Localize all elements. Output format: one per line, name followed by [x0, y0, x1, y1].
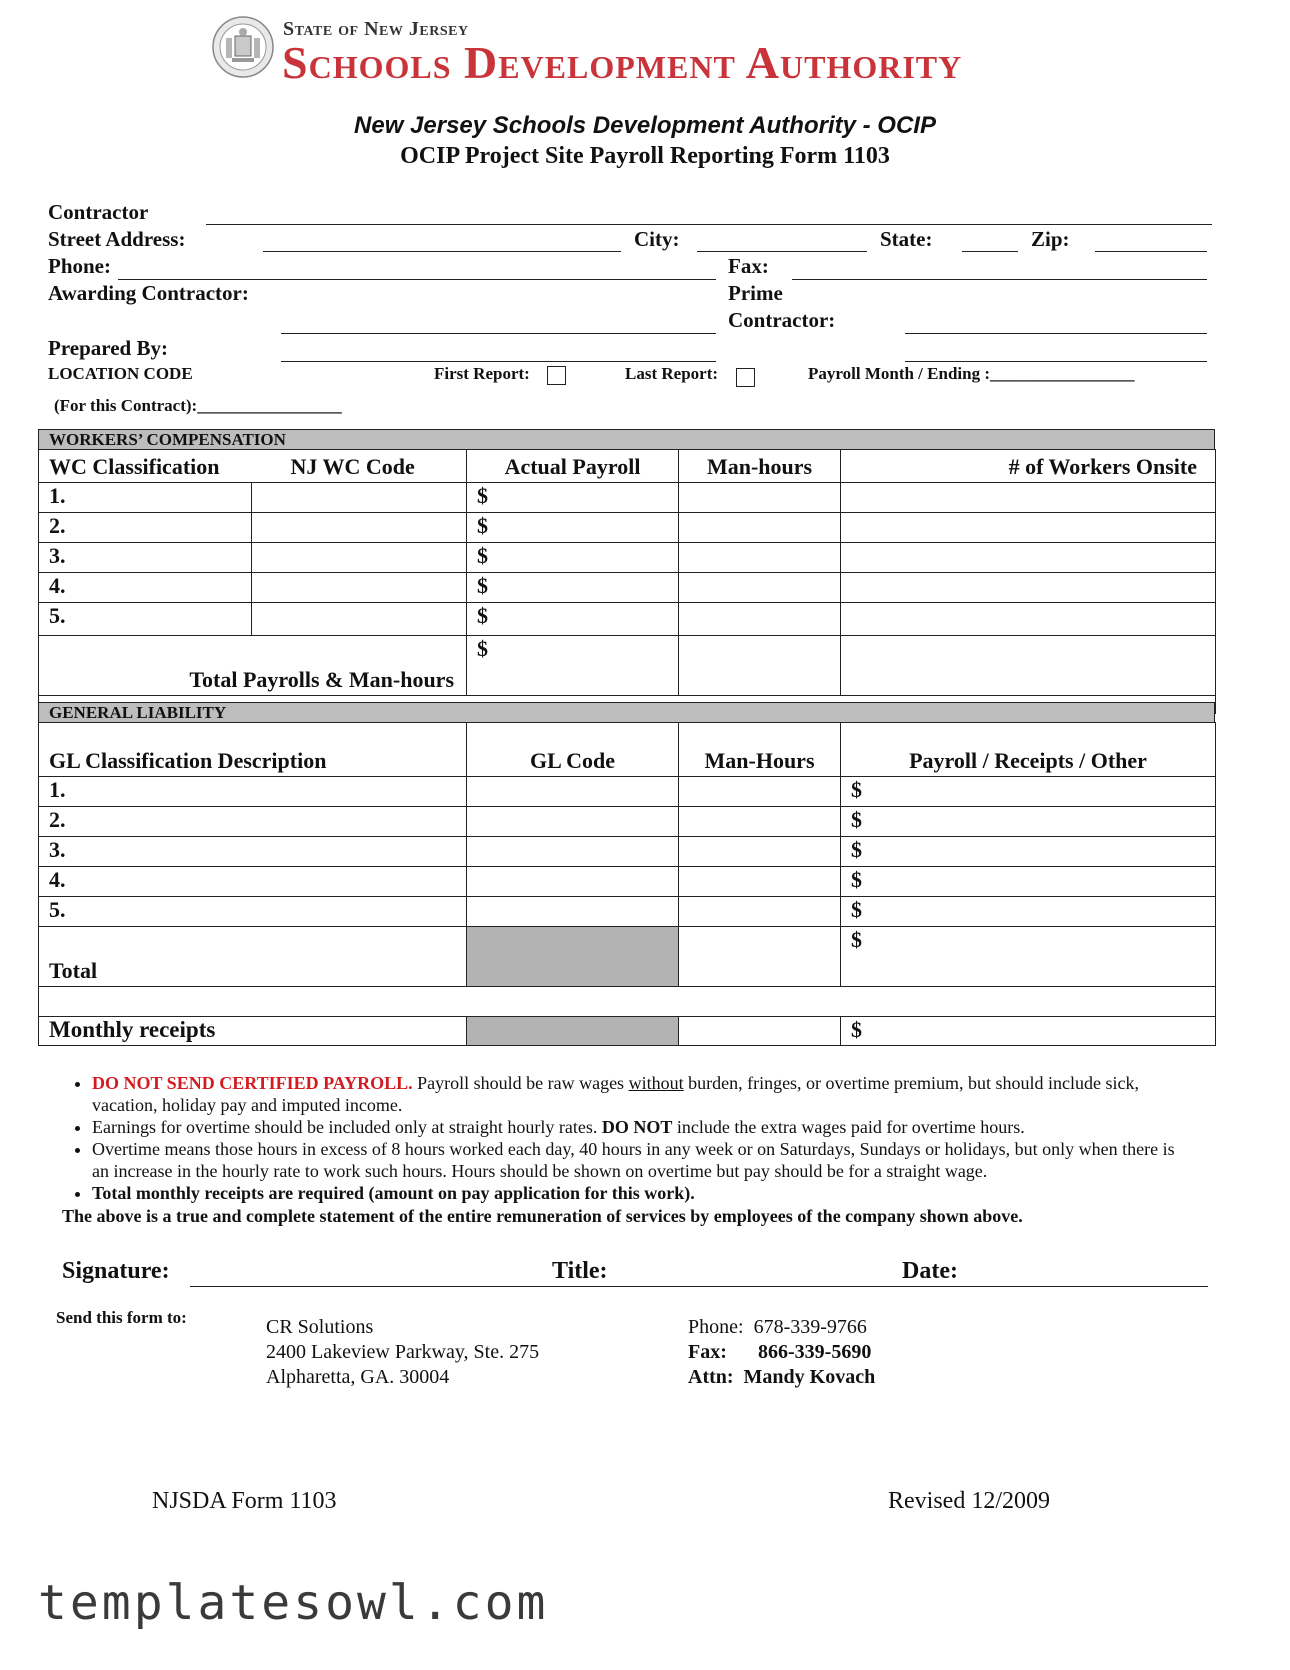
wc-total-workers-cell[interactable] — [841, 636, 1216, 696]
location-code-label: LOCATION CODE — [48, 364, 193, 383]
wc-row-number: 4. — [39, 573, 252, 603]
gl-spacer-cell — [39, 987, 1216, 1017]
fax-label: Fax: — [728, 254, 769, 278]
wc-manhours-cell[interactable] — [679, 513, 841, 543]
wc-classification-header: WC Classification — [49, 454, 220, 479]
send-to-attn-row — [688, 1365, 875, 1390]
fax-field[interactable] — [792, 279, 1207, 280]
wc-manhours-cell[interactable] — [679, 603, 841, 636]
actual-payroll-header: Actual Payroll — [467, 450, 679, 483]
wc-total-row — [39, 636, 1216, 696]
note-2-text-c: include the extra wages paid for overtime hours. — [672, 1117, 1025, 1137]
send-to-street: 2400 Lakeview Parkway, Ste. 275 — [266, 1341, 540, 1363]
prime-contractor-field[interactable] — [905, 333, 1207, 334]
form-number: NJSDA Form 1103 — [152, 1488, 337, 1514]
gl-table — [38, 722, 1216, 1046]
zip-label: Zip: — [1031, 227, 1070, 251]
street-address-label: Street Address: — [48, 227, 186, 251]
title-label: Title: — [552, 1258, 608, 1284]
wc-manhours-cell[interactable] — [679, 543, 841, 573]
wc-code-cell[interactable] — [252, 603, 467, 636]
wc-code-cell[interactable] — [252, 573, 467, 603]
wc-payroll-cell[interactable]: $ — [467, 573, 679, 603]
gl-row-number: 5. — [39, 897, 467, 927]
send-to-label: Send this form to: — [56, 1308, 187, 1327]
wc-row-number: 2. — [39, 513, 252, 543]
gl-total-payroll-cell[interactable]: $ — [841, 927, 1216, 987]
wc-header-row — [39, 450, 1216, 483]
note-2-text-a: Earnings for overtime should be included only at straight hourly rates. — [92, 1117, 602, 1137]
gl-manhours-cell[interactable] — [679, 897, 841, 927]
wc-row-4 — [39, 573, 1216, 603]
phone-field[interactable] — [118, 279, 716, 280]
state-of-nj-text: State of New Jersey — [283, 18, 469, 40]
note-4: • Total monthly receipts are required (amount on pay application for this work). — [92, 1182, 1180, 1204]
gl-code-cell[interactable] — [467, 867, 679, 897]
gl-header-row — [39, 723, 1216, 777]
fax-label-text: Fax: — [688, 1341, 727, 1363]
wc-total-manhours-cell[interactable] — [679, 636, 841, 696]
note-1-text-a: Payroll should be raw wages — [412, 1073, 629, 1093]
phone-label-text: Phone: — [688, 1316, 744, 1338]
prepared-by-extra-field[interactable] — [905, 361, 1207, 362]
gl-manhours-cell[interactable] — [679, 777, 841, 807]
certification-statement: The above is a true and complete statement of the entire remuneration of services by employees of the company shown above. — [62, 1206, 1023, 1226]
wc-header-classification — [39, 450, 467, 483]
wc-row-3 — [39, 543, 1216, 573]
gl-row-2 — [39, 807, 1216, 837]
awarding-contractor-label: Awarding Contractor: — [48, 281, 249, 305]
workers-onsite-header: # of Workers Onsite — [841, 450, 1216, 483]
wc-payroll-cell[interactable]: $ — [467, 603, 679, 636]
payroll-month-field[interactable]: Payroll Month / Ending :_________________ — [808, 364, 1135, 383]
revised-date: Revised 12/2009 — [888, 1488, 1050, 1514]
signature-line-field[interactable] — [190, 1286, 1208, 1287]
gl-payroll-header: Payroll / Receipts / Other — [841, 723, 1216, 777]
wc-payroll-cell[interactable]: $ — [467, 483, 679, 513]
send-to-phone: 678-339-9766 — [753, 1316, 867, 1338]
note-2-do-not: DO NOT — [601, 1117, 673, 1137]
wc-table — [38, 449, 1216, 714]
gl-payroll-cell[interactable]: $ — [841, 777, 1216, 807]
last-report-label: Last Report: — [625, 364, 719, 383]
gl-section-header: GENERAL LIABILITY — [38, 702, 1215, 723]
send-to-fax-row — [688, 1340, 875, 1365]
gl-code-header: GL Code — [467, 723, 679, 777]
gl-row-number: 1. — [39, 777, 467, 807]
gl-manhours-cell[interactable] — [679, 837, 841, 867]
gl-row-1 — [39, 777, 1216, 807]
wc-workers-cell[interactable] — [841, 543, 1216, 573]
prepared-by-label: Prepared By: — [48, 336, 168, 360]
street-address-field[interactable] — [263, 251, 621, 252]
gl-manhours-cell[interactable] — [679, 807, 841, 837]
first-report-label: First Report: — [434, 364, 530, 383]
wc-row-number: 5. — [39, 603, 252, 636]
send-to-address — [266, 1315, 539, 1390]
zip-field[interactable] — [1095, 251, 1207, 252]
wc-row-1 — [39, 483, 1216, 513]
first-report-checkbox[interactable] — [547, 366, 566, 385]
gl-code-cell[interactable] — [467, 897, 679, 927]
gl-payroll-cell[interactable]: $ — [841, 837, 1216, 867]
awarding-contractor-field[interactable] — [281, 333, 716, 334]
gl-code-cell[interactable] — [467, 807, 679, 837]
monthly-manhours-cell[interactable] — [679, 1017, 841, 1046]
gl-row-3 — [39, 837, 1216, 867]
wc-row-number: 3. — [39, 543, 252, 573]
wc-row-number: 1. — [39, 483, 252, 513]
gl-payroll-cell[interactable]: $ — [841, 867, 1216, 897]
gl-payroll-cell[interactable]: $ — [841, 897, 1216, 927]
gl-manhours-header: Man-Hours — [679, 723, 841, 777]
wc-code-cell[interactable] — [252, 543, 467, 573]
note-1-without: without — [628, 1073, 684, 1093]
gl-total-code-cell-shaded — [467, 927, 679, 987]
gl-monthly-row — [39, 1017, 1216, 1046]
instructions-list — [30, 1072, 1180, 1204]
state-label: State: — [880, 227, 933, 251]
gl-total-manhours-cell[interactable] — [679, 927, 841, 987]
gl-total-label: Total — [39, 927, 467, 987]
form-title: New Jersey Schools Development Authority - OCIP — [354, 112, 936, 139]
prime-contractor-label: Contractor: — [728, 308, 836, 332]
gl-row-5 — [39, 897, 1216, 927]
gl-payroll-cell[interactable]: $ — [841, 807, 1216, 837]
attn-label-text: Attn: — [688, 1366, 734, 1388]
wc-manhours-cell[interactable] — [679, 573, 841, 603]
location-code-field[interactable]: (For this Contract):_________________ — [54, 396, 342, 415]
send-to-phone-row — [688, 1315, 875, 1340]
gl-row-number: 2. — [39, 807, 467, 837]
city-label: City: — [634, 227, 680, 251]
wc-manhours-cell[interactable] — [679, 483, 841, 513]
wc-workers-cell[interactable] — [841, 513, 1216, 543]
monthly-code-cell-shaded — [467, 1017, 679, 1046]
form-subtitle: OCIP Project Site Payroll Reporting Form 1103 — [400, 143, 890, 169]
gl-total-row — [39, 927, 1216, 987]
city-field[interactable] — [697, 251, 867, 252]
send-to-contact — [688, 1315, 875, 1390]
monthly-receipts-cell[interactable]: $ — [841, 1017, 1216, 1046]
wc-payroll-cell[interactable]: $ — [467, 543, 679, 573]
gl-row-number: 4. — [39, 867, 467, 897]
signature-label: Signature: — [62, 1258, 170, 1284]
contractor-field[interactable] — [206, 224, 1212, 225]
state-field[interactable] — [962, 251, 1018, 252]
gl-classification-header: GL Classification Description — [39, 723, 467, 777]
last-report-checkbox[interactable] — [736, 368, 755, 387]
wc-workers-cell[interactable] — [841, 483, 1216, 513]
wc-section-header: WORKERS’ COMPENSATION — [38, 429, 1215, 450]
contractor-label: Contractor — [48, 200, 149, 224]
phone-label: Phone: — [48, 254, 111, 278]
note-3: • Overtime means those hours in excess of 8 hours worked each day, 40 hours in any week or on Saturdays, Sundays or holidays, but only when there is an increase in the hourly rate to work such hours. Hours should be shown on overtime but pay should be for a straight wage. — [92, 1138, 1180, 1182]
wc-row-5 — [39, 603, 1216, 636]
gl-row-4 — [39, 867, 1216, 897]
watermark-text: templatesowl.com — [38, 1575, 549, 1631]
send-to-attn: Mandy Kovach — [743, 1366, 876, 1388]
monthly-receipts-label: Monthly receipts — [39, 1017, 467, 1046]
prime-label: Prime — [728, 281, 783, 305]
gl-manhours-cell[interactable] — [679, 867, 841, 897]
note-1 — [92, 1072, 1180, 1116]
send-to-company: CR Solutions — [266, 1316, 374, 1338]
wc-workers-cell[interactable] — [841, 603, 1216, 636]
authority-logo-text: Schools Development Authority — [282, 37, 963, 88]
nj-seal-logo — [212, 16, 274, 78]
note-1-text-b: burden, fringes, or overtime premium, but should include sick, vacation, holiday pay and imputed income. — [92, 1073, 1139, 1115]
date-label: Date: — [902, 1258, 958, 1284]
wc-workers-cell[interactable] — [841, 573, 1216, 603]
gl-row-number: 3. — [39, 837, 467, 867]
wc-row-2 — [39, 513, 1216, 543]
note-2 — [92, 1116, 1180, 1138]
gl-code-cell[interactable] — [467, 777, 679, 807]
wc-payroll-cell[interactable]: $ — [467, 513, 679, 543]
send-to-fax: 866-339-5690 — [758, 1341, 872, 1363]
wc-total-label: Total Payrolls & Man-hours — [39, 636, 467, 696]
wc-total-payroll-cell[interactable]: $ — [467, 636, 679, 696]
man-hours-header: Man-hours — [679, 450, 841, 483]
no-certified-payroll-warning: DO NOT SEND CERTIFIED PAYROLL. — [92, 1073, 413, 1093]
prepared-by-field[interactable] — [281, 361, 716, 362]
wc-code-cell[interactable] — [252, 513, 467, 543]
gl-code-cell[interactable] — [467, 837, 679, 867]
send-to-city: Alpharetta, GA. 30004 — [266, 1366, 450, 1388]
nj-wc-code-header: NJ WC Code — [290, 454, 415, 479]
wc-code-cell[interactable] — [252, 483, 467, 513]
gl-spacer-row — [39, 987, 1216, 1017]
